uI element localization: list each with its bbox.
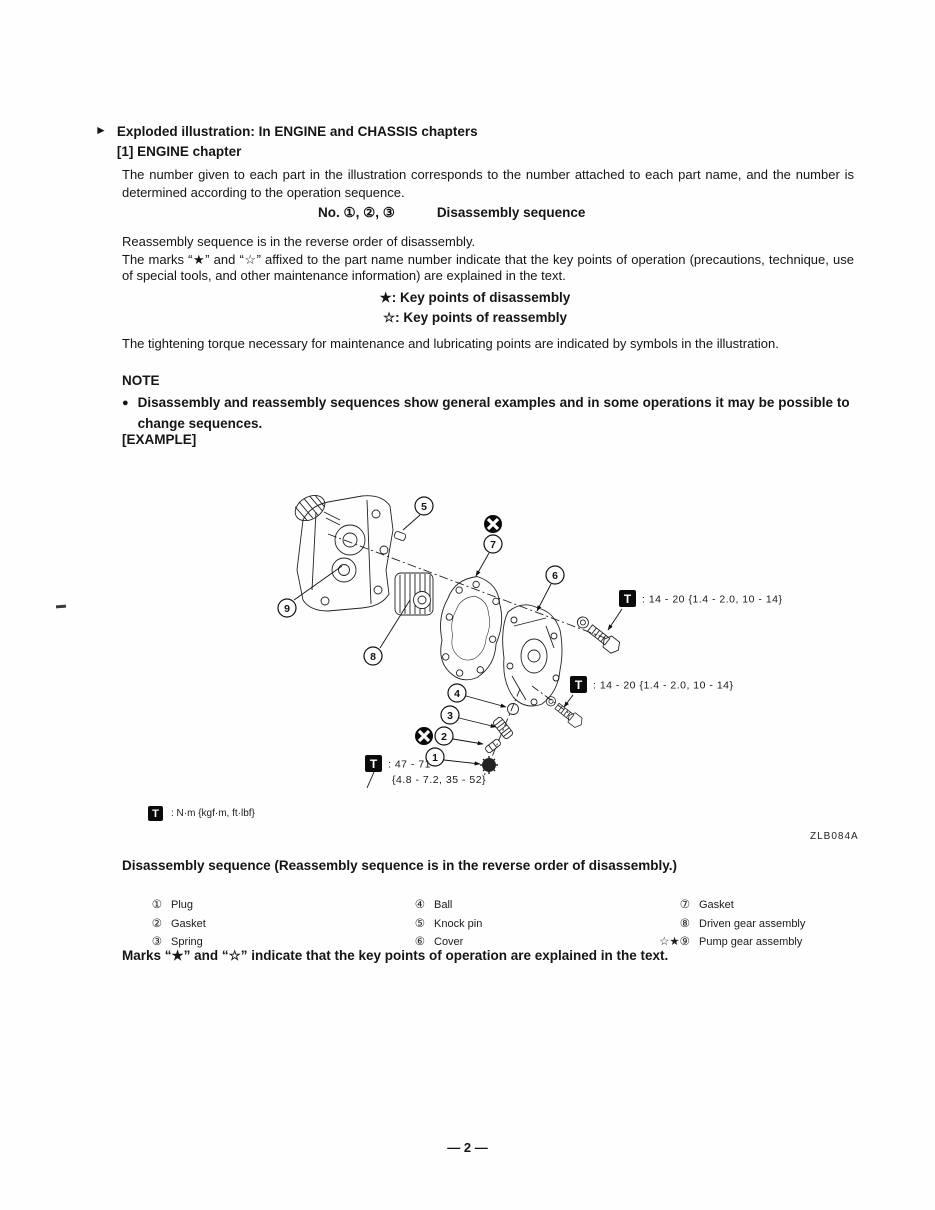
part-item xyxy=(122,897,385,911)
marks-paragraph: The marks “★” and “☆” affixed to the part name number indicate that the key points of operation (precautions, technique, use of special tools, and other maintenance information) are explained in the text. xyxy=(122,251,854,283)
svg-text:: 14 - 20 {1.4 - 2.0, 10 - 14}: : 14 - 20 {1.4 - 2.0, 10 - 14} xyxy=(593,679,734,692)
svg-text:5: 5 xyxy=(421,500,427,513)
callout-3 xyxy=(441,706,459,724)
scan-artifact xyxy=(56,605,66,609)
lubrication-symbol-top xyxy=(484,515,502,533)
spring-part xyxy=(492,716,513,739)
part-name: Driven gear assembly xyxy=(699,917,806,930)
torque-paragraph: The tightening torque necessary for maintenance and lubricating points are indicated by symbols in the illustration. xyxy=(122,336,779,351)
callout-bubbles xyxy=(278,497,564,766)
leader-4 xyxy=(466,696,506,707)
callout-7 xyxy=(484,535,502,553)
svg-text:1: 1 xyxy=(432,751,438,764)
leader-6 xyxy=(537,584,551,611)
axis-line-bolt xyxy=(532,686,570,714)
note-text: Disassembly and reassembly sequences show general examples and in some operations it may be possible to change sequences. xyxy=(137,395,850,431)
part-item xyxy=(122,916,385,930)
callout-2 xyxy=(435,727,453,745)
driven-gear-part xyxy=(395,573,433,615)
part-name: Spring xyxy=(171,936,203,948)
part-number: ③ xyxy=(151,936,162,948)
part-number: ⑤ xyxy=(414,917,425,930)
part-name: Plug xyxy=(171,899,194,911)
lower-bolt-part xyxy=(544,694,585,730)
svg-text:8: 8 xyxy=(370,650,376,663)
part-name: Cover xyxy=(434,936,464,948)
torque-legend-text: : N·m {kgf·m, ft·lbf} xyxy=(171,808,255,819)
example-label: [EXAMPLE] xyxy=(122,432,197,447)
leader-torque-middle xyxy=(564,695,573,707)
pointer-arrow-icon: ► xyxy=(95,123,107,137)
svg-text:{4.8 - 7.2, 35 - 52}: {4.8 - 7.2, 35 - 52} xyxy=(392,774,487,786)
torque-label-upper xyxy=(619,590,783,607)
svg-text:3: 3 xyxy=(447,709,453,722)
svg-text:6: 6 xyxy=(552,569,558,582)
svg-text:4: 4 xyxy=(454,687,460,700)
note-label: NOTE xyxy=(122,373,160,388)
parts-column-1 xyxy=(122,897,385,948)
exploded-illustration xyxy=(270,478,870,813)
sequence-line xyxy=(318,205,585,221)
leader-1 xyxy=(444,760,480,764)
callout-6 xyxy=(546,566,564,584)
section-title: Exploded illustration: In ENGINE and CHASSIS chapters xyxy=(116,124,478,139)
disassembly-heading: Disassembly sequence (Reassembly sequence is in the reverse order of disassembly.) xyxy=(122,858,678,873)
leader-2 xyxy=(453,739,483,744)
gear-shaft xyxy=(324,512,340,525)
gasket-part xyxy=(433,572,507,683)
page-number: — 2 — xyxy=(447,1140,488,1155)
svg-text:9: 9 xyxy=(284,602,290,615)
part-item xyxy=(650,934,854,948)
callout-8 xyxy=(364,647,382,665)
leader-3 xyxy=(459,718,496,727)
leader-7 xyxy=(476,553,489,576)
leader-torque-upper xyxy=(608,609,622,630)
torque-legend xyxy=(148,806,255,821)
axis-line-main xyxy=(328,534,605,638)
svg-text:7: 7 xyxy=(490,538,496,551)
callout-5 xyxy=(415,497,433,515)
small-gasket-part xyxy=(485,738,502,753)
svg-text:2: 2 xyxy=(441,730,447,743)
marks-paragraph-block xyxy=(122,233,854,285)
part-number: ⑧ xyxy=(679,917,690,930)
parts-column-3 xyxy=(650,897,854,948)
key-point-disassembly: ★: Key points of disassembly xyxy=(379,290,571,305)
marks-note: Marks “★” and “☆” indicate that the key points of operation are explained in the text. xyxy=(122,948,669,963)
part-item xyxy=(650,916,854,930)
torque-symbol-icon: T xyxy=(574,678,583,692)
torque-symbol-icon: T xyxy=(623,592,632,606)
parts-list xyxy=(122,897,854,948)
cover-part xyxy=(503,605,562,706)
part-number: ⑦ xyxy=(679,899,690,911)
svg-text:: 47 - 71: : 47 - 71 xyxy=(388,758,432,771)
part-item xyxy=(385,916,650,930)
part-name: Gasket xyxy=(171,917,206,930)
part-number: ☆★⑨ xyxy=(659,936,690,948)
note-block xyxy=(122,373,854,434)
key-points-block xyxy=(122,288,828,327)
part-name: Knock pin xyxy=(434,917,483,930)
parts-column-2 xyxy=(385,897,650,948)
reassembly-paragraph: Reassembly sequence is in the reverse order of disassembly. xyxy=(122,234,476,249)
bullet-icon: ● xyxy=(122,397,129,409)
plug-part xyxy=(480,756,498,774)
callout-4 xyxy=(448,684,466,702)
leader-9 xyxy=(294,566,342,600)
part-name: Pump gear assembly xyxy=(699,936,803,948)
knock-pin-part xyxy=(394,531,407,541)
callout-9 xyxy=(278,599,296,617)
torque-label-lower xyxy=(365,755,486,786)
svg-text:: 14 - 20 {1.4 - 2.0, 10 - 14}: : 14 - 20 {1.4 - 2.0, 10 - 14} xyxy=(642,593,783,606)
part-number: ⑥ xyxy=(414,936,425,948)
part-item xyxy=(385,897,650,911)
part-number: ④ xyxy=(414,899,425,911)
part-item xyxy=(385,934,650,948)
sequence-numbers: No. ①, ②, ③ xyxy=(318,205,395,220)
lubrication-symbol-bottom xyxy=(415,727,433,745)
part-name: Gasket xyxy=(699,899,734,911)
part-name: Ball xyxy=(434,899,453,911)
part-number: ② xyxy=(151,917,162,930)
chapter-title: [1] ENGINE chapter xyxy=(116,144,242,159)
part-number: ① xyxy=(151,899,162,911)
sequence-label: Disassembly sequence xyxy=(436,205,586,220)
part-item xyxy=(650,897,854,911)
torque-symbol-icon: T xyxy=(148,806,163,821)
leader-torque-lower xyxy=(367,772,374,788)
key-point-reassembly: ☆: Key points of reassembly xyxy=(383,309,567,325)
leader-5 xyxy=(403,515,420,530)
upper-bolt-part xyxy=(574,614,622,656)
part-item xyxy=(122,934,385,948)
pump-gear-part xyxy=(291,490,330,526)
figure-code: ZLB084A xyxy=(810,831,859,842)
section-header xyxy=(95,122,478,162)
torque-label-middle xyxy=(570,676,734,693)
intro-paragraph: The number given to each part in the illustration corresponds to the number attached to each part name, and the number is determined according to the operation sequence. xyxy=(122,167,854,200)
torque-symbol-icon: T xyxy=(369,757,378,771)
